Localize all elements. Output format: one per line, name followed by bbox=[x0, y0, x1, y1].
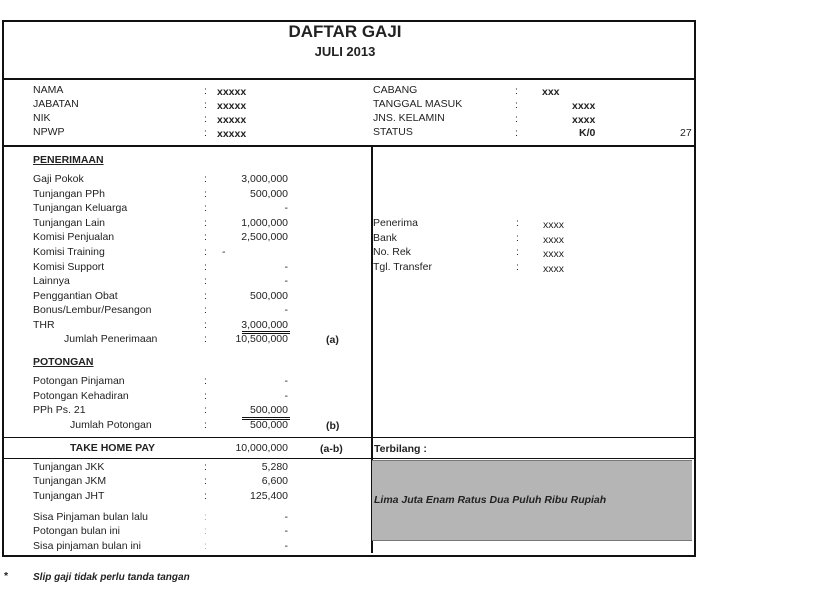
npwp-label: NPWP bbox=[33, 126, 65, 138]
colon: : bbox=[515, 99, 518, 111]
transfer-item-value: xxxx bbox=[543, 219, 564, 231]
transfer-item-label: Penerima bbox=[373, 217, 418, 229]
take-home-label: TAKE HOME PAY bbox=[70, 442, 155, 454]
penerimaan-item-value: 500,000 bbox=[250, 289, 288, 302]
penerimaan-item-value: - bbox=[222, 246, 226, 258]
nama-value: xxxxx bbox=[217, 86, 247, 98]
potongan-item-label: Potongan Pinjaman bbox=[33, 375, 125, 387]
colon: : bbox=[204, 231, 207, 244]
jns-kelamin-value: xxxx bbox=[572, 114, 596, 126]
jumlah-penerimaan-mark: (a) bbox=[326, 334, 339, 346]
colon: : bbox=[204, 216, 207, 229]
jns-kelamin-label: JNS. KELAMIN bbox=[373, 112, 445, 124]
sum-line bbox=[242, 331, 290, 332]
potongan-item-label: Potongan Kehadiran bbox=[33, 389, 129, 402]
colon: : bbox=[204, 319, 207, 331]
colon: : bbox=[515, 127, 518, 139]
colon: : bbox=[204, 539, 207, 552]
penerimaan-item-label: Komisi Training bbox=[33, 246, 105, 258]
status-extra: 27 bbox=[680, 127, 692, 139]
terbilang-text: Lima Juta Enam Ratus Dua Puluh Ribu Rupiah bbox=[374, 494, 607, 506]
tunjangan-item-value: 6,600 bbox=[261, 475, 288, 488]
npwp-value: xxxxx bbox=[217, 128, 247, 140]
take-home-value: 10,000,000 bbox=[235, 442, 288, 454]
penerimaan-item-label: Lainnya bbox=[33, 275, 70, 288]
penerimaan-item-label: Penggantian Obat bbox=[33, 289, 118, 302]
colon: : bbox=[204, 275, 207, 288]
jabatan-label: JABATAN bbox=[33, 98, 79, 110]
penerimaan-item-label: Tunjangan PPh bbox=[33, 187, 105, 200]
potongan-item-label: PPh Ps. 21 bbox=[33, 404, 86, 416]
colon: : bbox=[204, 260, 207, 273]
penerimaan-item-value: 3,000,000 bbox=[241, 173, 288, 185]
colon: : bbox=[204, 304, 207, 317]
transfer-item-label: Tgl. Transfer bbox=[373, 260, 432, 273]
penerimaan-item-value: - bbox=[284, 202, 288, 215]
colon: : bbox=[204, 173, 207, 185]
nik-value: xxxxx bbox=[217, 114, 247, 126]
colon: : bbox=[204, 202, 207, 215]
colon: : bbox=[204, 375, 207, 387]
penerimaan-item-label: Gaji Pokok bbox=[33, 173, 84, 185]
jumlah-potongan-mark: (b) bbox=[326, 420, 340, 432]
penerimaan-item-value: - bbox=[284, 275, 288, 288]
nik-label: NIK bbox=[33, 112, 51, 124]
pinjaman-item-label: Sisa Pinjaman bulan lalu bbox=[33, 511, 148, 523]
footnote-text: Slip gaji tidak perlu tanda tangan bbox=[33, 572, 190, 583]
transfer-item-label: Bank bbox=[373, 231, 397, 244]
take-home-bottom-line bbox=[2, 458, 694, 459]
jumlah-potongan-value: 500,000 bbox=[250, 419, 288, 431]
colon: : bbox=[204, 127, 207, 139]
colon: : bbox=[204, 461, 207, 473]
transfer-item-value: xxxx bbox=[543, 233, 564, 246]
penerimaan-item-label: Komisi Support bbox=[33, 260, 105, 273]
tunjangan-item-value: 125,400 bbox=[250, 489, 288, 502]
colon: : bbox=[204, 333, 207, 345]
jabatan-value: xxxxx bbox=[217, 100, 247, 112]
page-title: DAFTAR GAJI bbox=[288, 22, 402, 41]
potongan-heading: POTONGAN bbox=[33, 356, 94, 368]
colon: : bbox=[204, 404, 207, 416]
terbilang-label: Terbilang : bbox=[374, 443, 427, 455]
jumlah-penerimaan-label: Jumlah Penerimaan bbox=[64, 333, 158, 345]
status-label: STATUS bbox=[373, 126, 413, 138]
colon: : bbox=[204, 475, 207, 488]
cabang-label: CABANG bbox=[373, 84, 418, 96]
status-value: K/0 bbox=[579, 127, 596, 139]
penerimaan-item-label: Tunjangan Lain bbox=[33, 216, 106, 229]
pinjaman-item-value: - bbox=[284, 539, 288, 552]
colon: : bbox=[516, 260, 519, 273]
potongan-item-value: - bbox=[284, 389, 288, 402]
colon: : bbox=[204, 389, 207, 402]
penerimaan-item-value: - bbox=[284, 304, 288, 317]
sum-line bbox=[242, 417, 290, 418]
transfer-item-value: xxxx bbox=[543, 262, 564, 275]
colon: : bbox=[516, 217, 519, 229]
penerimaan-heading: PENERIMAAN bbox=[33, 154, 104, 166]
cabang-value: xxx bbox=[542, 86, 560, 98]
nama-label: NAMA bbox=[33, 84, 64, 96]
jumlah-potongan-label: Jumlah Potongan bbox=[70, 419, 152, 431]
penerimaan-item-label: Komisi Penjualan bbox=[33, 231, 115, 244]
colon: : bbox=[204, 489, 207, 502]
header-divider bbox=[2, 78, 694, 80]
colon: : bbox=[204, 85, 207, 97]
potongan-item-value: - bbox=[284, 375, 288, 387]
colon: : bbox=[204, 511, 207, 523]
penerimaan-item-value: 1,000,000 bbox=[241, 216, 288, 229]
colon: : bbox=[516, 246, 519, 258]
transfer-item-label: No. Rek bbox=[373, 246, 411, 258]
tunjangan-item-value: 5,280 bbox=[261, 461, 288, 473]
pinjaman-item-value: - bbox=[284, 525, 288, 538]
colon: : bbox=[515, 85, 518, 97]
colon: : bbox=[204, 289, 207, 302]
tanggal-masuk-value: xxxx bbox=[572, 100, 596, 112]
penerimaan-item-value: 2,500,000 bbox=[241, 231, 288, 244]
info-divider bbox=[2, 145, 694, 147]
colon: : bbox=[516, 231, 519, 244]
colon: : bbox=[204, 419, 207, 431]
colon: : bbox=[515, 113, 518, 125]
colon: : bbox=[204, 99, 207, 111]
tunjangan-item-label: Tunjangan JHT bbox=[33, 489, 105, 502]
colon: : bbox=[204, 246, 207, 258]
take-home-top-line bbox=[2, 437, 694, 438]
jumlah-penerimaan-value: 10,500,000 bbox=[235, 333, 288, 345]
tunjangan-item-label: Tunjangan JKK bbox=[33, 461, 105, 473]
tunjangan-item-label: Tunjangan JKM bbox=[33, 475, 107, 488]
potongan-item-value: 500,000 bbox=[250, 404, 288, 416]
footnote-mark: * bbox=[4, 570, 9, 582]
pinjaman-item-label: Potongan bulan ini bbox=[33, 525, 120, 538]
penerimaan-item-label: Bonus/Lembur/Pesangon bbox=[33, 304, 152, 317]
colon: : bbox=[204, 187, 207, 200]
pinjaman-item-label: Sisa pinjaman bulan ini bbox=[33, 539, 141, 552]
penerimaan-item-value: - bbox=[284, 260, 288, 273]
penerimaan-item-value: 500,000 bbox=[250, 187, 288, 200]
penerimaan-item-label: THR bbox=[33, 319, 55, 331]
colon: : bbox=[204, 525, 207, 538]
penerimaan-item-value: 3,000,000 bbox=[241, 319, 288, 331]
penerimaan-item-label: Tunjangan Keluarga bbox=[33, 202, 128, 215]
right-margin bbox=[700, 0, 837, 605]
period-label: JULI 2013 bbox=[314, 44, 376, 59]
transfer-item-value: xxxx bbox=[543, 248, 564, 260]
tanggal-masuk-label: TANGGAL MASUK bbox=[373, 98, 463, 110]
colon: : bbox=[204, 113, 207, 125]
take-home-mark: (a-b) bbox=[320, 443, 343, 455]
pinjaman-item-value: - bbox=[284, 511, 288, 523]
